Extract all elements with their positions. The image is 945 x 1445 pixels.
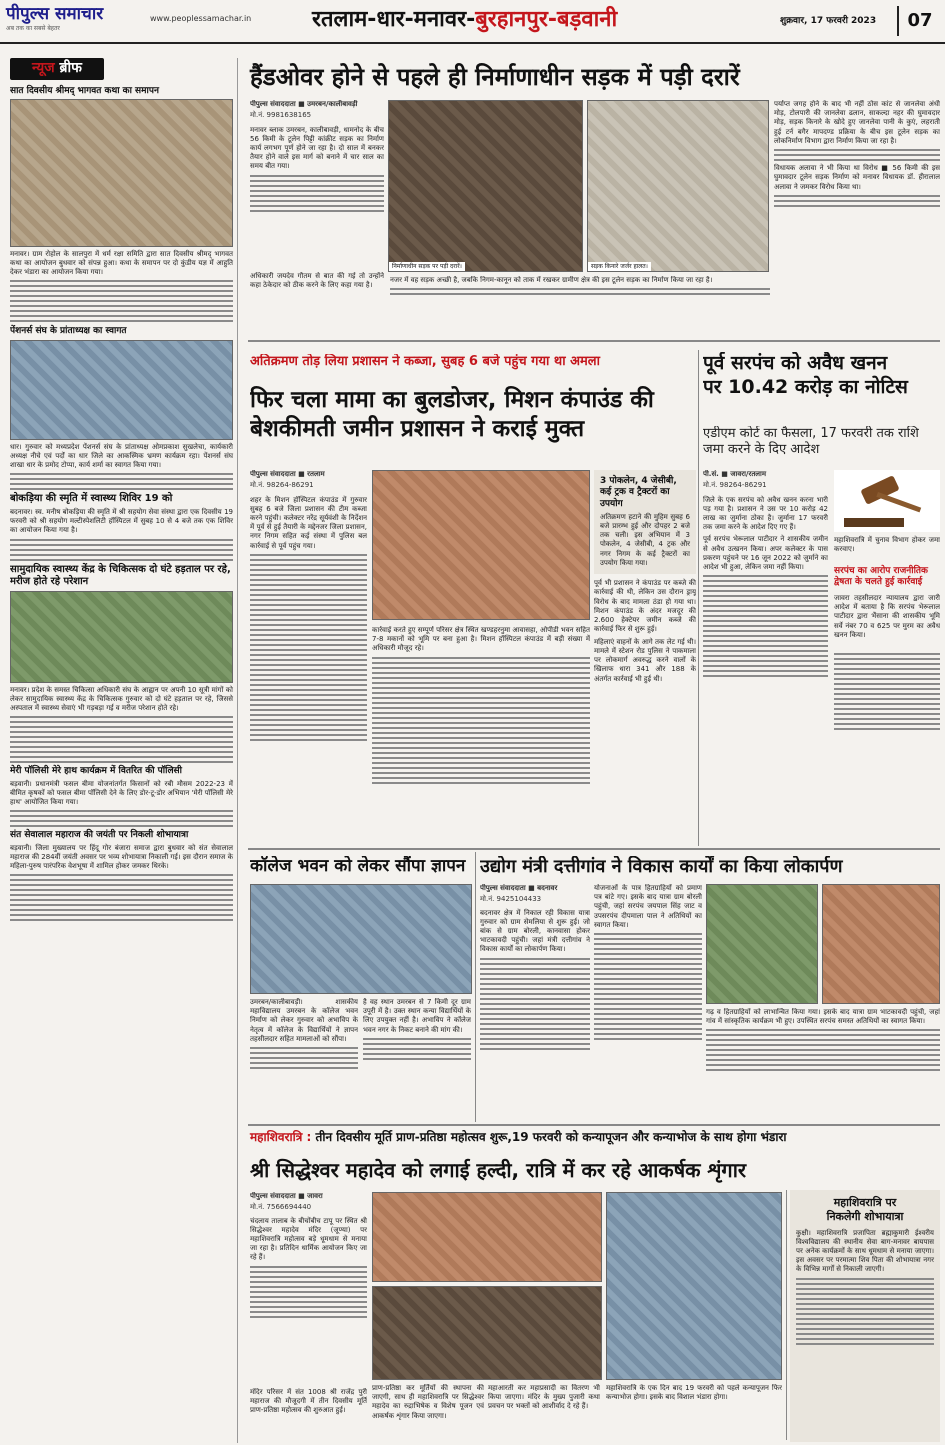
news-brief-label-a: न्यूज [32, 60, 55, 76]
story-2-kicker [250, 354, 690, 376]
story-5-col-2 [594, 884, 702, 1120]
story-3-text-3: जावरा तहसीलदार न्यायालय द्वारा जारी आदेश में बताया है कि सरपंच भेरूलाल पाटीदार द्वारा भैंसाना की शासकीय भूमि सर्वे नंबर 70 व 625 पर मुरम का अवैध खनन किया। [834, 594, 940, 639]
text-lines [10, 280, 233, 322]
gavel-icon [834, 470, 940, 532]
news-brief-column [10, 58, 238, 1443]
edition-title [312, 6, 617, 34]
text-lines [372, 657, 590, 784]
story-1-text-1: मनावर ब्लाक उमरबन, कालीबावड़ी, धामनोद के बीच 56 किमी के टूलेन पिट्टी कांक्रीट सड़क का निर्माण कार्य लगभग पूर्ण होने जा रहा है। दो साल में बनकर तैयार होने वाले इस मार्ग को बनाने में चार साल का समय बीत गया। [250, 125, 384, 171]
story-5-byline [480, 884, 590, 904]
story-6-caption-2: महाआरती कर महाप्रसादी का वितरण भी किया जाएगा। मंदिर के मुख्य पुजारी कथा प्रवचन पर भक्तों को आशीर्वाद दे रहे हैं। [488, 1384, 600, 1411]
story-3-byline-text: पी.सं. ■ जावरा/रतलाम [703, 470, 767, 478]
story-4-col-2 [363, 998, 471, 1118]
story-6-side-headline-2: निकलेगी शोभायात्रा [826, 1209, 904, 1223]
news-brief-label [10, 58, 104, 80]
story-1-photo-cracks [587, 100, 769, 272]
text-lines [480, 958, 590, 1050]
story-2-photo-bulldozer [372, 470, 590, 620]
story-6-photo-1 [372, 1192, 602, 1282]
story-6-col-1 [250, 1192, 367, 1388]
story-3-col-2 [834, 470, 940, 845]
story-1-col-1 [250, 100, 384, 250]
masthead [0, 0, 945, 44]
story-3-mobile: मो.नं. 98264-86291 [703, 480, 767, 489]
brief-3-headline: बोकड़िया की स्मृति में स्वास्थ्य शिविर 19 को [10, 493, 173, 505]
text-lines [774, 149, 940, 161]
story-6-col-1b [250, 1388, 367, 1442]
story-1-col-right [774, 100, 940, 282]
story-5-photo-2 [822, 884, 940, 1004]
brief-5-headline: मेरी पॉलिसी मेरे हाथ कार्यक्रम में वितरित की पॉलिसी [10, 766, 182, 777]
divider [248, 340, 940, 342]
text-lines [10, 810, 233, 827]
text-lines [706, 1029, 940, 1071]
story-1-mobile: मो.नं. 9981638165 [250, 110, 312, 119]
story-1-text-4: पर्याप्त जगह होने के बाद भी नहीं ठोस कांट से जानलेवा अंधी मोड़, टोलपारी की जानलेवा ढलान, साकल्दा नहर की घुमावदार मोड़, सड़क किनारे के खोदे हुए जानलेवा पानी के कुएं, लहराती हुई टर्न बगैर मापदण्ड प्रक्रिया के बीच इस टूलेन सड़क का लोकनिर्माण विभाग द्वारा निर्माण किया जा रहा है। [774, 100, 940, 145]
story-6-side-headline-1: महाशिवरात्रि पर [833, 1196, 897, 1209]
brief-5-text: बड़वानी। प्रधानमंत्री फसल बीमा योजनांतर्गत किसानों को रबी मौसम 2022-23 में बीमित कृषकों को फसल बीमा पॉलिसी देने के लिए डोर-टू-डोर अभियान 'मेरी पॉलिसी मेरे हाथ' आयोजित किया गया। [10, 779, 233, 807]
story-1-caption-2: सड़क किनारे जर्जर हालत। [588, 262, 651, 272]
story-6-photo-3 [606, 1192, 782, 1380]
text-lines [10, 473, 233, 490]
brief-1-text: मनावर। ग्राम रोहोल के सालपुरा में धर्म रक्षा समिति द्वारा सात दिवसीय श्रीमद् भागवत कथा का आयोजन बुधवार को संपन्न हुआ। कथा के समापन पर दो कुंडीय यज्ञ में आहुति देकर भंडारा का आयोजन किया गया। [10, 249, 233, 277]
story-6-band-text: तीन दिवसीय मूर्ति प्राण-प्रतिष्ठा महोत्सव शुरू,19 फरवरी को कन्यापूजन और कन्याभोज के साथ होगा भंडारा [311, 1130, 787, 1144]
edition-part2: बुरहानपुर-बड़वानी [475, 7, 618, 32]
divider [248, 1124, 940, 1126]
text-lines [834, 650, 940, 733]
story-6-caption-1: प्राण-प्रतिष्ठा कर मूर्तियों की स्थापना की जाएगी, साथ ही महाशिवरात्रि पर सिद्धेश्वर महादेव का रुद्राभिषेक व विशेष पूजन एवं आकर्षक शृंगार किया जाएगा। [372, 1384, 484, 1420]
story-1-col-3 [390, 276, 770, 334]
story-6-sidebox [790, 1190, 940, 1442]
story-1-text-5: विधायक अलावा ने भी किया था विरोध ■ 56 किमी की इस घुमावदार टूलेन सड़क निर्माण को मनावर विधायक डॉ. हीरालाल अलावा ने जमकर विरोध किया था। [774, 164, 940, 191]
text-lines [796, 1278, 934, 1345]
story-2-box-title: 3 पोकलेन, 4 जेसीबी, कई ट्रक व ट्रैक्टरों का उपयोग [600, 476, 677, 509]
website: www.peoplessamachar.in [150, 14, 252, 23]
story-2-text-1: शहर के मिशन हॉस्पिटल कंपाउंड में गुरुवार सुबह 6 बजे जिला प्रशासन की टीम कब्जा करने पहुंची। कलेक्टर नरेंद्र सूर्यवंशी के निर्देशन में पूर्व से हुई तैयारी के मद्देनजर जिला प्रशासन, नगर निगम सहित कई संस्था में पुलिस बल कार्रवाई से पूर्व पहुंच गया। [250, 495, 367, 550]
story-6-band-prefix: महाशिवरात्रि : [250, 1130, 312, 1144]
story-1-col-2 [250, 272, 384, 334]
story-6-text-1: चंदलाय तालाब के बीचोंबीच टापू पर स्थित श्री सिद्धेश्वर महादेव मंदिर (जूण्या) पर महाशिवरात्रि महोत्सव बड़े धूमधाम से मनाया जा रहा है। प्रतिदिन धार्मिक आयोजन किए जा रहे हैं। [250, 1216, 367, 1262]
story-4-col-1 [250, 998, 358, 1118]
story-2-byline [250, 470, 367, 490]
story-2-mobile: मो.नं. 98264-86291 [250, 480, 314, 489]
story-3-text-2: पूर्व सरपंच भेरूलाल पाटीदार ने शासकीय जमीन से अवैध उत्खनन किया। अपर कलेक्टर के पास प्रकरण पहुंचने पर 16 जून 2022 को जुर्माने का आदेश भी हुआ, लेकिन जमा नहीं किया। [703, 535, 828, 572]
story-5-col-3 [706, 1008, 940, 1120]
story-1-caption-1: निर्माणाधीन सड़क पर पड़ी दरारें। [389, 262, 465, 272]
brief-1-photo [10, 99, 233, 247]
story-6-sidebar [790, 1190, 940, 1442]
story-6-text-2: मंदिर परिसर में संत 1008 श्री राजेंद्र पुरी महाराज की मौजूदगी में तीन दिवसीय मूर्ति प्राण-प्रतिष्ठा महोत्सव की शुरुआत हुई। [250, 1388, 367, 1415]
story-4-headline: कॉलेज भवन को लेकर सौंपा ज्ञापन [250, 856, 466, 876]
story-2-box-text: अतिक्रमण हटाने की मुहिम सुबह 6 बजे प्रारम्भ हुई और दोपहर 2 बजे तक चली। इस अभियान में 3 पोकलेन, 4 जेसीबी, 4 ट्रक और नगर निगम के कई ट्रैक्टरों का उपयोग किया गया। [600, 512, 690, 567]
story-6-headline: श्री सिद्धेश्वर महादेव को लगाई हल्दी, रात्रि में कर रहे आकर्षक शृंगार [250, 1158, 747, 1182]
text-lines [10, 716, 233, 763]
story-2-col-1 [250, 470, 367, 845]
story-5-col-1 [480, 884, 590, 1120]
story-1-text-2: अधिकारी जयदेव गौतम से बात की गई तो उन्होंने कहा ठेकेदार को ठीक करने के लिए कहा गया है। [250, 272, 384, 290]
story-3-subhead: सरपंच का आरोप राजनीतिक द्वेषता के चलते हुई कार्रवाई [834, 566, 928, 588]
story-1-text-3: नजर में वह सड़क अच्छी है, जबकि निगम-कानून को ताक में रखकर ग्रामीण क्षेत्र की इस टूलेन सड़क का निर्माण किया जा रहा है। [390, 276, 713, 284]
divider [475, 852, 476, 1122]
brief-3-text: बदनावर। स्व. मनीष बोकड़िया की स्मृति में श्री सहयोग सेवा संस्था द्वारा एक दिवसीय 19 फरवरी को श्री सहयोग मल्टीस्पेशलिटी हॉस्पिटल में सुबह 10 से 4 बजे तक एक शिविर का आयोजन किया गया है। [10, 507, 233, 535]
story-5-mobile: मो.नं. 9425104433 [480, 894, 542, 903]
text-lines [250, 1047, 358, 1069]
story-2-text-3: पूर्व भी प्रशासन ने कंपाउंड पर कब्जे की कार्रवाई की थी, लेकिन उस दौरान ड्रायू विरोध के बाद मामला ठंडा हो गया था। मिशन कंपाउंड के अंदर मजदूर की 2.600 हेक्टेयर जमीन कब्जे की कार्रवाई फिर से शुरू हुई। [594, 579, 696, 634]
brief-4-text: मनावर। प्रदेश के समस्त चिकित्सा अधिकारी संघ के आह्वान पर अपनी 10 सूत्री मांगों को लेकर सामुदायिक स्वास्थ्य केंद्र के चिकित्सक गुरुवार को दो घंटे हड़ताल पर रहे, जिससे अस्पताल में स्वास्थ्य सेवाएं भी गड़बड़ा गई व मरीज परेशान होते रहे। [10, 685, 233, 713]
text-lines [10, 539, 233, 561]
story-2-text-2: कार्रवाई करते हुए सम्पूर्ण परिसर क्षेत्र स्थित खण्डहरनुमा आवासहा, ओपीडी भवन सहित 7-8 मकानों को भूमि पर बना हुआ है। मिशन हॉस्पिटल कंपाउंड में बड़ी संख्या में अधिकारी मौजूद रहे। [372, 626, 590, 653]
story-6-caption-3-col [606, 1384, 782, 1442]
brief-2-headline: पेंशनर्स संघ के प्रांताध्यक्ष का स्वागत [10, 326, 127, 337]
story-1-byline [250, 100, 384, 120]
brief-6-text: बड़वानी। जिला मुख्यालय पर हिंदू गोर बंजारा समाज द्वारा बुधवार को संत सेवालाल महाराज की 284वीं जयंती अवसर पर भव्य शोभायात्रा निकाली गई। इस दौरान समाज के महिला-पुरुष पारंपरिक वेशभूषा में शामिल होकर जमकर थिरके। [10, 843, 233, 870]
story-2-kicker-text: अतिक्रमण तोड़ लिया प्रशासन ने कब्जा, सुबह 6 बजे पहुंच गया था अमला [250, 354, 600, 369]
news-brief-label-b: ब्रीफ [59, 60, 82, 76]
story-3-col-1 [703, 470, 828, 845]
story-5-headline: उद्योग मंत्री दत्तीगांव ने विकास कार्यों का किया लोकार्पण [480, 856, 843, 877]
text-lines [250, 554, 367, 741]
story-1-photo-road [388, 100, 583, 272]
story-6-byline-text: पीपुल्स संवाददाता ■ जावरा [250, 1192, 323, 1200]
story-3-headline-line1: पूर्व सरपंच को अवैध खनन [703, 352, 888, 374]
story-2-col-3 [594, 470, 696, 845]
brief-1-headline: सात दिवसीय श्रीमद् भागवत कथा का समापन [10, 85, 159, 96]
text-lines [250, 175, 384, 212]
story-5-text-1: बदनावर क्षेत्र में निकाल रही विकास यात्रा गुरुवार को ग्राम सेमलिया से शुरू हुई। जो बांक से ग्राम बोरली, कानवासा होकर भाटकावदी पहुंची। जहां मंत्री दत्तीगांव ने विकास कार्यों का लोकार्पण किया। [480, 908, 590, 954]
brand-logo [6, 4, 103, 33]
story-5-byline-text: पीपुल्स संवाददाता ■ बदनावर [480, 884, 558, 892]
story-6-side-text: कुक्षी। महाशिवरात्रि प्रजापिता ब्रह्माकुमारी ईश्वरीय विश्वविद्यालय की स्थानीय सेवा बाग-मनावर बायपास पर अनेक कार्यक्रमों के साथ धूमधाम से मनाया जाएगा। इस अवसर पर परमात्मा शिव पिता की शोभायात्रा नगर के विभिन्न मार्गों से निकाली जाएगी। [796, 1228, 934, 1274]
story-2-headline: फिर चला मामा का बुलडोजर, मिशन कंपाउंड की बेशकीमती जमीन प्रशासन ने कराई मुक्त [250, 387, 654, 442]
page-number: 07 [897, 6, 941, 36]
text-lines [703, 575, 828, 677]
story-6-byline [250, 1192, 367, 1212]
brief-2-text: धार। गुरुवार को मध्यप्रदेश पेंशनर्स संघ के प्रांताध्यक्ष ओमप्रकाश सुखलेचा, कार्यकारी अध्यक्ष नीचे एवं पदोंं का धार जिले का आकस्मिक भ्रमण कार्यक्रम रहा। पेंशनर्स संघ शाखा धार के प्रमोद टोप्पा, कार्य शर्मा का स्वागत किया गया। [10, 442, 233, 470]
issue-date: शुक्रवार, 17 फरवरी 2023 [780, 16, 877, 26]
story-5-text-2: योजनाओं के पात्र हितग्राहियों को प्रमाण पत्र बांटे गए। इसके बाद यात्रा ग्राम बोरली पहुंची, जहां सरपंच जयपाल सिंह जाट व उपसरपंच दीपमाला पाल ने अतिथियों का स्वागत किया। [594, 884, 702, 929]
brand-name: पीपुल्स समाचार [6, 4, 104, 24]
brief-4-photo [10, 591, 233, 683]
story-3-headline [703, 352, 940, 420]
brief-2-photo [10, 340, 233, 440]
text-lines [10, 874, 233, 921]
divider [698, 350, 699, 846]
story-1-headline: हैंडओवर होने से पहले ही निर्माणाधीन सड़क में पड़ी दरारें [250, 63, 740, 91]
story-3-headline-line2: पर 10.42 करोड़ का नोटिस [703, 375, 908, 398]
gavel-image [834, 470, 940, 532]
story-1-byline-text: पीपुल्स संवाददाता ■ उमरबन/कालीबावड़ी [250, 100, 358, 108]
text-lines [363, 1038, 471, 1060]
story-2-box [594, 470, 696, 574]
story-2-byline-text: पीपुल्स संवाददाता ■ रतलाम [250, 470, 325, 478]
text-lines [594, 933, 702, 1040]
story-3-byline [703, 470, 828, 490]
story-6-mobile: मो.नं. 7566694440 [250, 1202, 312, 1211]
text-lines [774, 195, 940, 207]
story-2-text-4: महिलाएं वाहनों के आगे तक लेट गई थी। मामले में स्टेशन रोड पुलिस ने पाकमाला पर लोकमार्ग अवरुद्ध करने वालों के खिलाफ धारा 341 और 188 के अंतर्गत कार्रवाई भी हुई थी। [594, 637, 696, 683]
story-6-photo-2 [372, 1286, 602, 1380]
story-6-caption-3: महाशिवरात्रि के एक दिन बाद 19 फरवरी को पहले कन्यापूजन फिर कन्याभोज होगा। इसके बाद विशाल भंडारा होगा। [606, 1384, 782, 1402]
story-6-band [250, 1130, 940, 1145]
story-5-photo-1 [706, 884, 818, 1004]
story-4-photo [250, 884, 472, 994]
brief-4-headline: सामुदायिक स्वास्थ्य केंद्र के चिकित्सक दो घंटे हड़ताल पर रहे, मरीज होते रहे परेशान [10, 563, 231, 588]
divider [786, 1190, 787, 1440]
story-4-text-2: है वह स्थान उमरबन से 7 किमी दूर ग्राम उपूरी में है। उक्त स्थान कन्या विद्यार्थियों के लिए उपयुक्त नहीं है। अभाविप ने कॉलेज भवन नगर के निकट बनाने की मांग की। [363, 998, 471, 1034]
story-3-text-1: जिले के एक सरपंच को अवैध खनन करना भारी पड़ गया है। प्रशासन ने उस पर 10 करोड़ 42 लाख का जुर्माना ठोका है। जुर्माना 17 फरवरी तक जमा करने के आदेश दिए गए हैं। [703, 495, 828, 532]
edition-part1: रतलाम-धार-मनावर- [312, 7, 476, 32]
story-6-caption-2-col [488, 1384, 600, 1442]
brief-6-headline: संत सेवालाल महाराज की जयंती पर निकली शोभायात्रा [10, 830, 189, 841]
divider [248, 848, 940, 850]
story-4-text-1: उमरबन/कालीबावड़ी। शासकीय महाविद्यालय उमरबन के कॉलेज भवन निर्माण को लेकर गुरुवार को अभाविप के नेतृत्व में कॉलेज के विद्यार्थियों ने ज्ञापन तहसीलदार सहित मामलाओं को सौंपा। [250, 998, 358, 1043]
brand-tagline: अब तक का सबसे बेहतर [6, 25, 60, 33]
text-lines [250, 1266, 367, 1318]
story-3-image-caption: महाशिवरात्रि में चुनाव विभाग होकर जमा करवाए। [834, 536, 940, 554]
story-6-caption-1-col [372, 1384, 484, 1442]
story-2-col-2 [372, 626, 590, 844]
story-3-subheadline: एडीएम कोर्ट का फैसला, 17 फरवरी तक राशि जमा करने के दिए आदेश [703, 426, 919, 458]
story-5-text-3: गढ़ व हितग्राहियों को लाभान्वित किया गया। इसके बाद यात्रा ग्राम भाटकावदी पहुंची, जहां गांव में सांस्कृतिक कार्यक्रम भी हुए। उपस्थित सरपंच समस्त अतिथियों का स्वागत किया। [706, 1008, 940, 1026]
text-lines [390, 288, 770, 295]
